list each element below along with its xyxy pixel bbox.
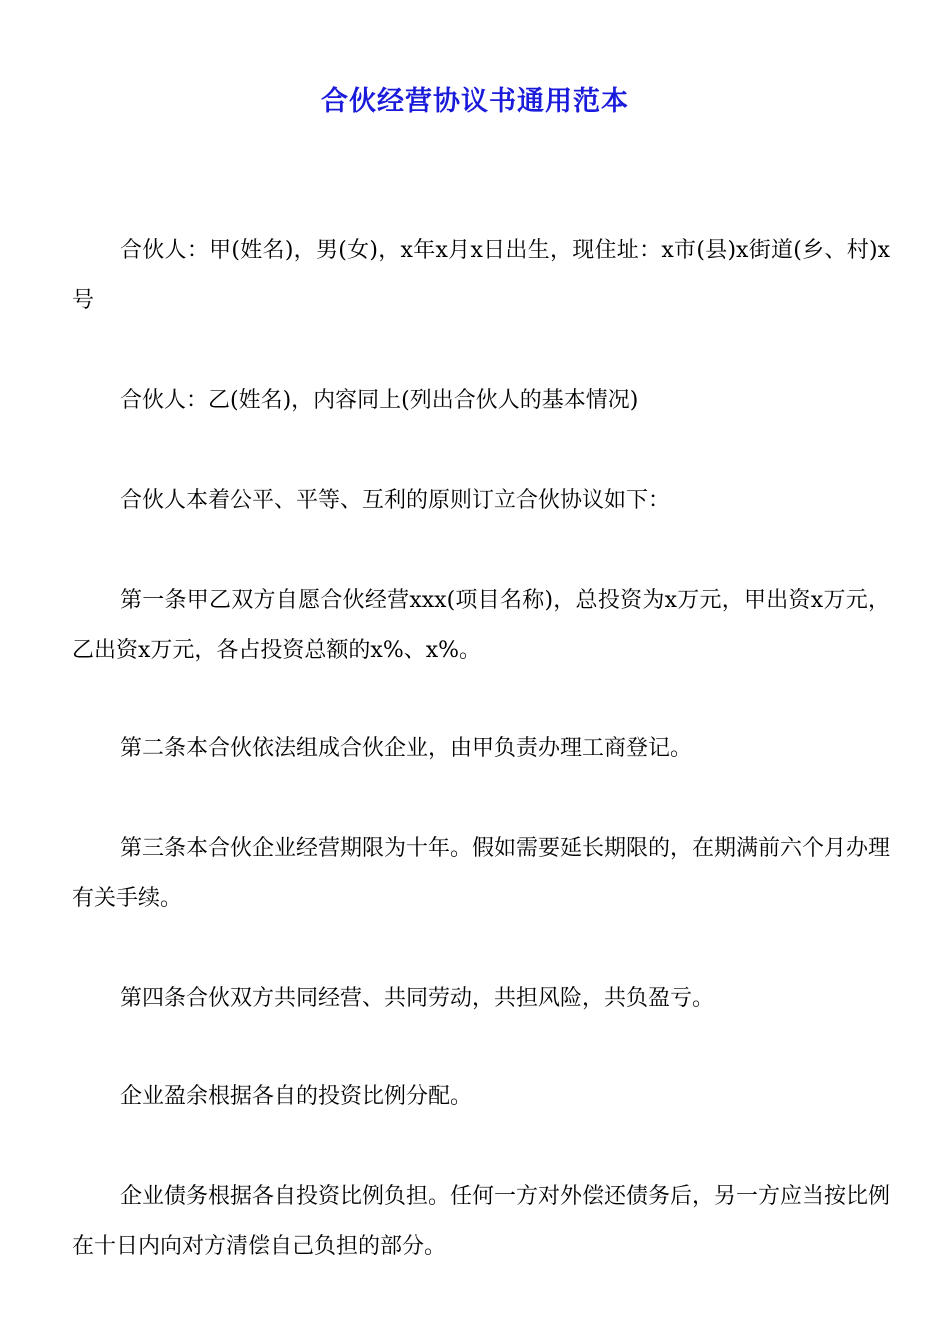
paragraph-principle: 合伙人本着公平、平等、互利的原则订立合伙协议如下： [120,488,671,513]
paragraph-partner-a: 合伙人：甲(姓名)，男(女)，x年x月x日出生，现住址：x市(县)x街道(乡、村)x号 [72,238,890,313]
paragraph-article-1: 第一条甲乙双方自愿合伙经营xxx(项目名称)，总投资为x万元，甲出资x万元，乙出资x万元，各占投资总额的x%、x%。 [72,588,890,663]
paragraph-profit-distribution: 企业盈余根据各自的投资比例分配。 [120,1084,473,1109]
paragraph-debt-sharing: 企业债务根据各自投资比例负担。任何一方对外偿还债务后，另一方应当按比例在十日内向对方清偿自己负担的部分。 [72,1184,891,1259]
paragraph-article-3: 第三条本合伙企业经营期限为十年。假如需要延长期限的，在期满前六个月办理有关手续。 [72,836,891,911]
paragraph-article-4: 第四条合伙双方共同经营、共同劳动，共担风险，共负盈亏。 [120,986,715,1011]
paragraph-article-2: 第二条本合伙依法组成合伙企业，由甲负责办理工商登记。 [120,736,693,761]
document-title: 合伙经营协议书通用范本 [321,86,629,117]
paragraph-partner-b: 合伙人：乙(姓名)，内容同上(列出合伙人的基本情况) [120,388,639,413]
